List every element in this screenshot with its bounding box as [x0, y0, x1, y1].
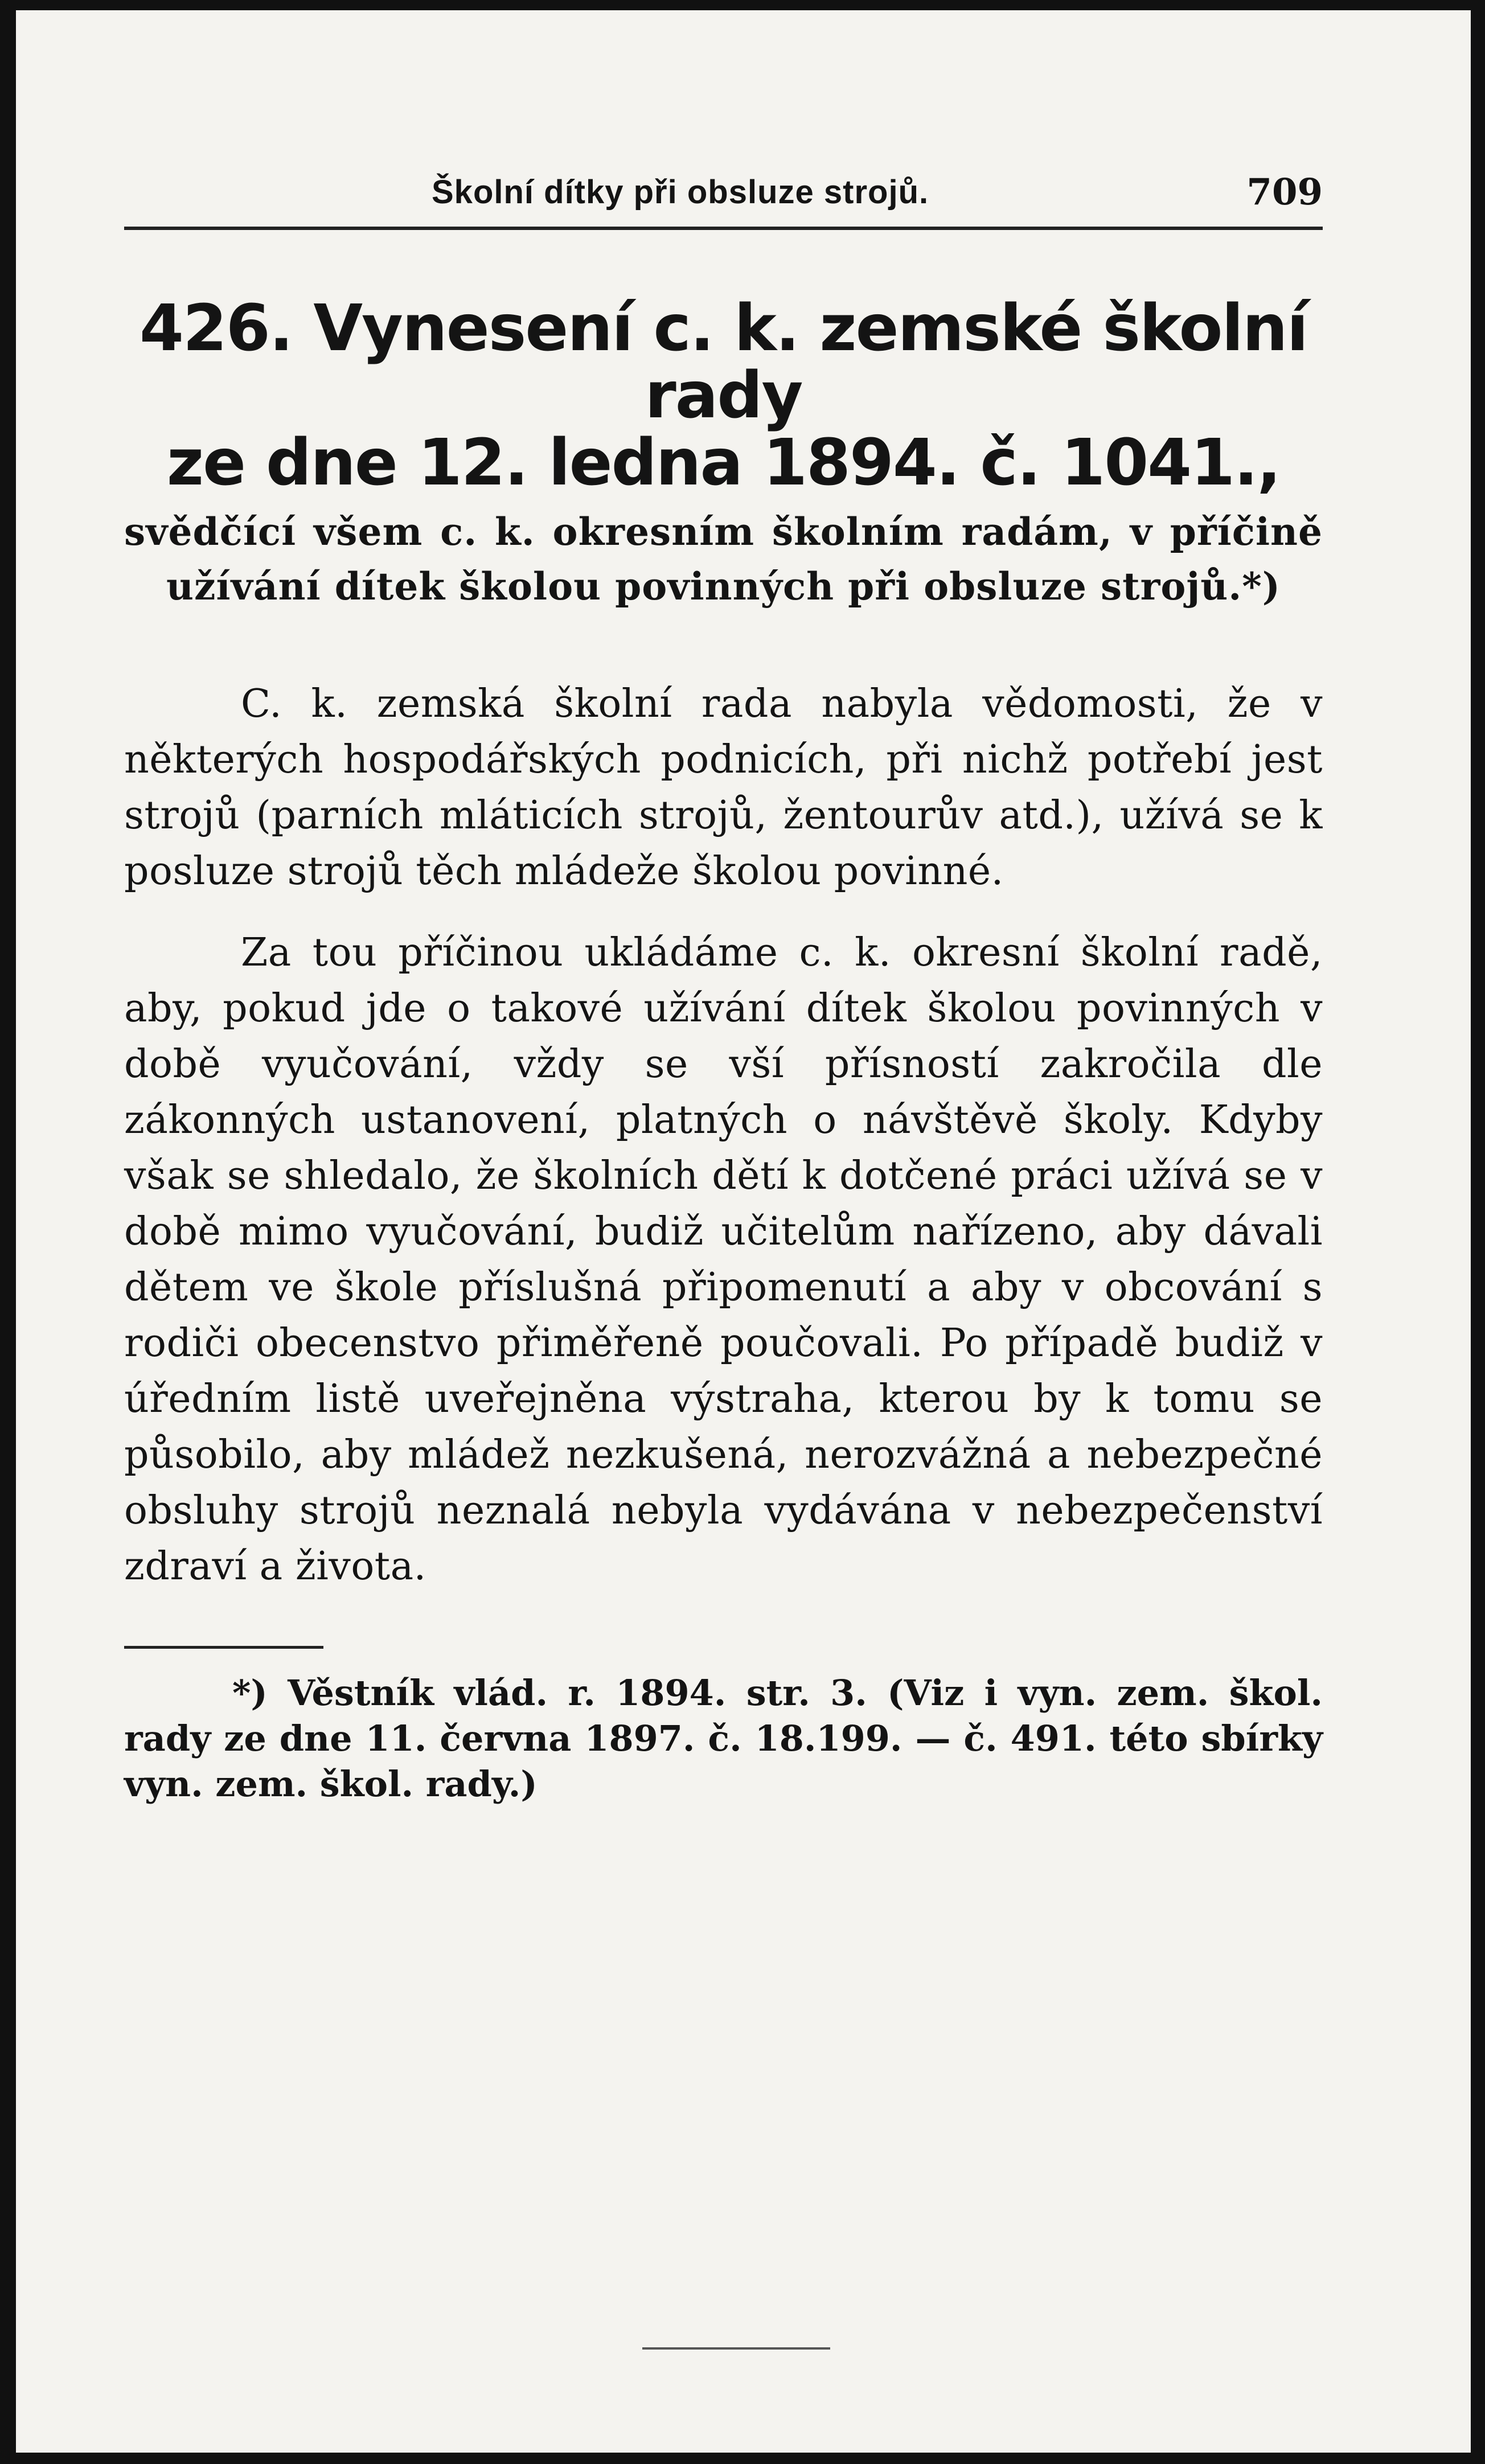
decree-title-line2: ze dne 12. ledna 1894. č. 1041.,	[166, 426, 1281, 500]
decree-heading	[124, 291, 1323, 614]
header-rule	[124, 227, 1323, 230]
page-content	[124, 158, 1323, 1807]
body-paragraph-2: Za tou příčinou ukládáme c. k. okresní školní radě, aby, pokud jde o takové užívání dítek školou povinných v době vyučování, vždy se vší přísností zakročila dle zákonných ustanovení, platných o návštěvě školy. Kdyby však se shledalo, že školních dětí k dotčené práci užívá se v době mimo vyučování, budiž učitelům nařízeno, aby dávali dětem ve škole příslušná připomenutí a aby v obcování s rodiči obecenstvo přiměřeně poučovali. Po případě budiž v úředním listě uveřejněna výstraha, kterou by k tomu se působilo, aby mládež nezkušená, nerozvážná a nebezpečné obsluhy strojů neznalá nebyla vydávána v nebezpečenství zdraví a života.	[124, 930, 1323, 1589]
body-paragraph-1: C. k. zemská školní rada nabyla vědomosti, že v některých hospodářských podnicích, při nichž potřebí jest strojů (parních mláticích strojů, žentourův atd.), užívá se k posluze strojů těch mládeže školou povinné.	[124, 681, 1323, 894]
footnote-rule	[124, 1646, 323, 1649]
running-head	[124, 158, 1323, 227]
decree-title-line1: 426. Vynesení c. k. zemské školní rady	[140, 291, 1307, 433]
running-head-title: Školní dítky při obsluze strojů.	[432, 174, 929, 211]
page	[16, 10, 1471, 2453]
footnote: *) Věstník vlád. r. 1894. str. 3. (Viz i vyn. zem. škol. rady ze dne 11. června 1897. č. 18.199. — č. 491. této sbírky vyn. zem. škol. rady.)	[124, 1672, 1323, 1805]
page-number: 709	[1246, 171, 1323, 213]
bottom-rule	[642, 2347, 830, 2350]
decree-subtitle: svědčící všem c. k. okresním školním radám, v příčině užívání dítek školou povinných při obsluze strojů.*)	[124, 510, 1323, 609]
